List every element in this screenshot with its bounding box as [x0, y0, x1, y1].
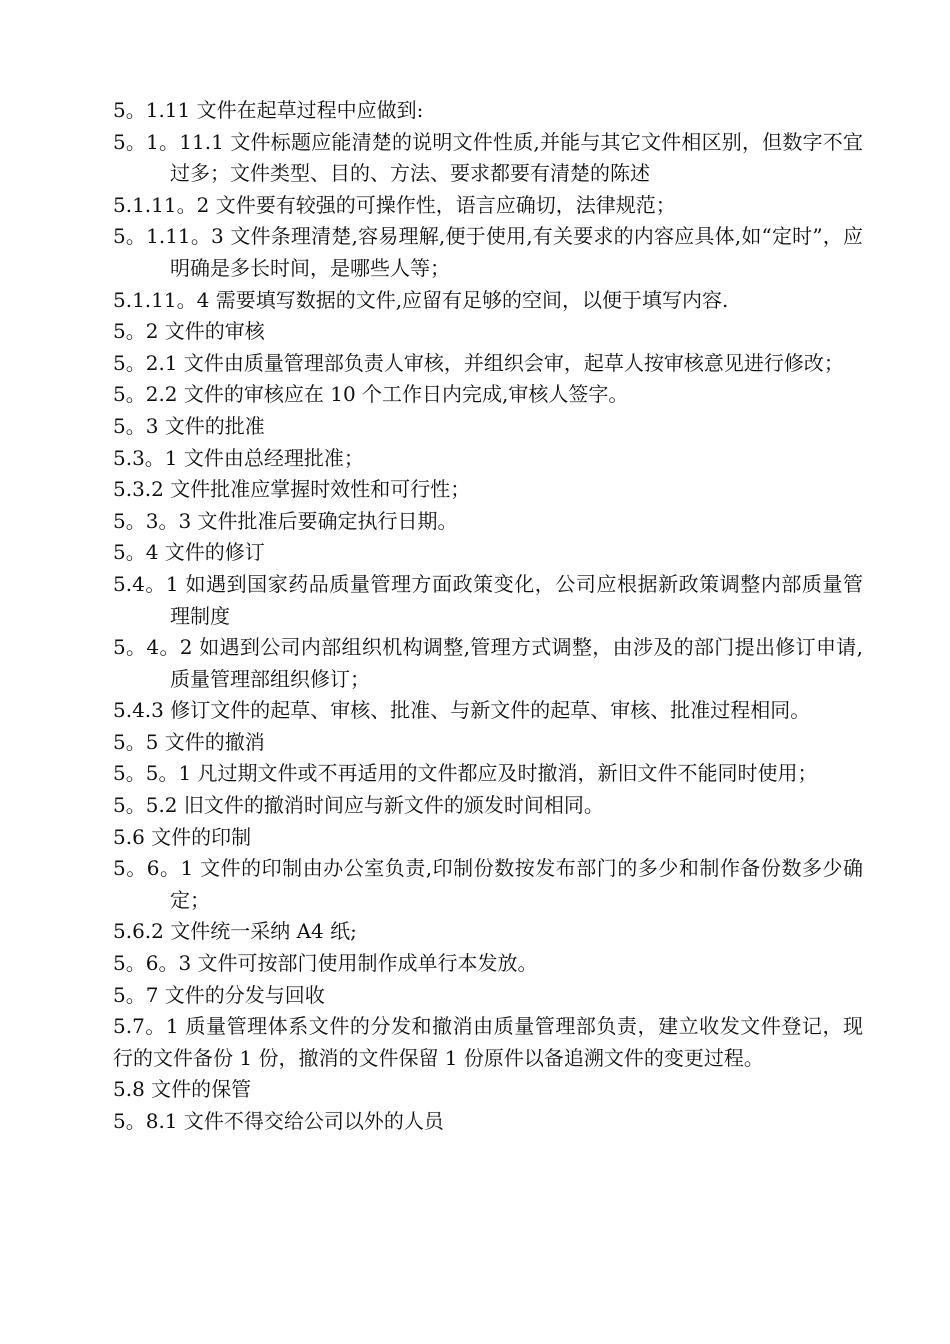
paragraph: 5.3。1 文件由总经理批准； [113, 445, 364, 470]
document-body [113, 95, 863, 1138]
paragraph: 5。3。3 文件批准后要确定执行日期。 [113, 508, 458, 533]
paragraph: 5.4。1 如遇到国家药品质量管理方面政策变化，公司应根据新政策调整内部质量管理制度 [113, 571, 863, 628]
paragraph: 5.1.11。4 需要填写数据的文件,应留有足够的空间，以便于填写内容. [113, 287, 729, 312]
paragraph: 5。2.1 文件由质量管理部负责人审核，并组织会审，起草人按审核意见进行修改； [113, 350, 844, 375]
section-heading: 5。7 文件的分发与回收 [113, 982, 325, 1007]
paragraph: 5。1.11 文件在起草过程中应做到: [113, 98, 424, 122]
paragraph: 5。8.1 文件不得交给公司以外的人员 [113, 1109, 444, 1133]
paragraph: 5.4.3 修订文件的起草、审核、批准、与新文件的起草、审核、批准过程相同。 [113, 698, 811, 723]
paragraph: 5。6。3 文件可按部门使用制作成单行本发放。 [113, 951, 538, 976]
paragraph: 5。5。1 凡过期文件或不再适用的文件都应及时撤消，新旧文件不能同时使用； [113, 761, 818, 786]
section-heading: 5。3 文件的批准 [113, 413, 265, 438]
paragraph: 5。2.2 文件的审核应在 10 个工作日内完成,审核人签字。 [113, 382, 629, 407]
paragraph: 5。4。2 如遇到公司内部组织机构调整,管理方式调整，由涉及的部门提出修订申请,质量管理部组织修订； [113, 635, 863, 691]
paragraph: 5。6。1 文件的印制由办公室负责,印制份数按发布部门的多少和制作备份数多少确定； [113, 856, 863, 912]
paragraph: 5.6.2 文件统一采纳 A4 纸; [113, 919, 357, 944]
section-heading: 5.8 文件的保管 [113, 1077, 252, 1102]
paragraph: 5.7。1 质量管理体系文件的分发和撤消由质量管理部负责，建立收发文件登记，现行的文件备份 1 份，撤消的文件保留 1 份原件以备追溯文件的变更过程。 [113, 1014, 863, 1070]
paragraph: 5。1。11.1 文件标题应能清楚的说明文件性质,并能与其它文件相区别，但数字不宜过多；文件类型、目的、方法、要求都要有清楚的陈述 [113, 129, 863, 186]
paragraph: 5.1.11。2 文件要有较强的可操作性，语言应确切，法律规范； [113, 192, 676, 217]
section-heading: 5。5 文件的撤消 [113, 729, 265, 754]
section-heading: 5。2 文件的审核 [113, 319, 265, 344]
section-heading: 5.6 文件的印制 [113, 824, 252, 849]
paragraph: 5。1.11。3 文件条理清楚,容易理解,便于使用,有关要求的内容应具体,如“定时”，应明确是多长时间，是哪些人等； [113, 224, 863, 280]
paragraph: 5.3.2 文件批准应掌握时效性和可行性； [113, 477, 471, 502]
paragraph: 5。5.2 旧文件的撤消时间应与新文件的颁发时间相同。 [113, 793, 604, 818]
section-heading: 5。4 文件的修订 [113, 540, 265, 565]
